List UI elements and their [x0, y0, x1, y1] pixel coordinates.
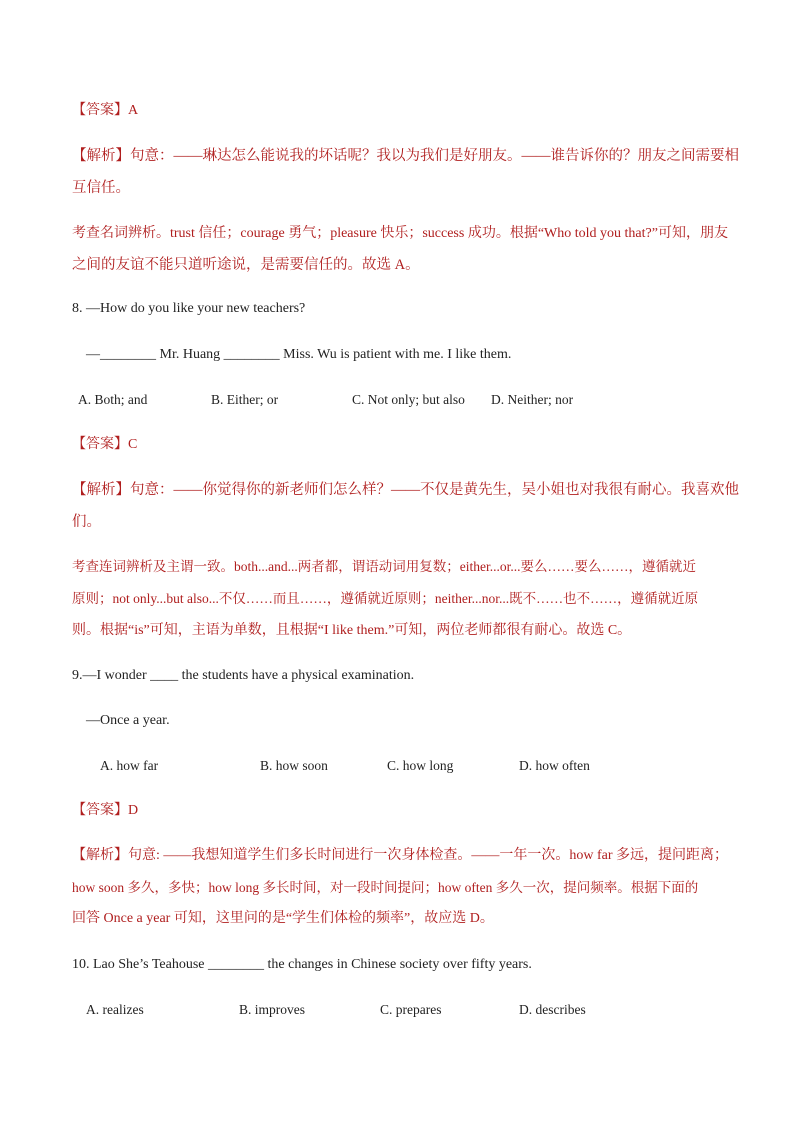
explanation-tag: 【解析】 [72, 848, 128, 863]
option-b: B. how soon [260, 758, 328, 773]
explanation-line: how soon 多久，多快；how long 多长时间，对一段时间提问；how often 多久一次，提问频率。根据下面的 [72, 880, 699, 895]
option-a: A. realizes [86, 1002, 144, 1017]
question-8-stem: 8. —How do you like your new teachers? [72, 301, 306, 316]
answer-tag: 【答案】 [72, 103, 128, 118]
explanation-text: 句意：——琳达怎么能说我的坏话呢？我以为我们是好朋友。——谁告诉你的？朋友之间需要相 [130, 148, 739, 164]
answer-line-q8 [72, 435, 137, 455]
answer-tag: 【答案】 [72, 437, 128, 452]
explanation-line: 考查连词辨析及主谓一致。both...and...两者都，谓语动词用复数；either...or...要么……要么……，遵循就近 [72, 559, 696, 574]
answer-line-q9 [72, 801, 138, 821]
option-c: C. how long [387, 758, 454, 773]
question-8-reply: —________ Mr. Huang ________ Miss. Wu is patient with me. I like them. [86, 347, 512, 362]
option-d: D. describes [519, 1002, 586, 1017]
explanation-line: 原则；not only...but also...不仅……而且……，遵循就近原则；neither...nor...既不……也不……，遵循就近原 [72, 591, 699, 606]
answer-value: C [128, 437, 138, 452]
explanation-line: 互信任。 [72, 180, 130, 196]
option-c: C. Not only; but also [352, 392, 465, 407]
option-b: B. Either; or [211, 392, 279, 407]
option-d: D. Neither; nor [491, 392, 574, 407]
answer-tag: 【答案】 [72, 803, 128, 818]
answer-line-q7 [72, 101, 138, 121]
question-9-stem: 9.—I wonder ____ the students have a physical examination. [72, 668, 415, 683]
answer-value: D [128, 803, 139, 818]
explanation-line: 回答 Once a year 可知，这里问的是“学生们体检的频率”，故应选 D。 [72, 911, 494, 926]
option-a: A. how far [100, 758, 159, 773]
explanation-line [72, 480, 739, 500]
explanation-text: 句意：——你觉得你的新老师们怎么样？——不仅是黄先生，吴小姐也对我很有耐心。我喜欢他 [130, 482, 739, 498]
answer-value: A [128, 103, 139, 118]
option-b: B. improves [239, 1002, 305, 1017]
explanation-line: 们。 [72, 514, 101, 530]
explanation-line: 考查名词辨析。trust 信任；courage 勇气；pleasure 快乐；success 成功。根据“Who told you that?”可知，朋友 [72, 226, 728, 241]
explanation-line [72, 146, 739, 166]
option-a: A. Both; and [78, 392, 148, 407]
explanation-line: 则。根据“is”可知，主语为单数，且根据“I like them.”可知，两位老师都很有耐心。故选 C。 [72, 623, 632, 638]
option-d: D. how often [519, 758, 590, 773]
explanation-text: 句意: ——我想知道学生们多长时间进行一次身体检查。——一年一次。how far 多远，提问距离； [128, 848, 729, 863]
question-9-reply: —Once a year. [86, 713, 170, 728]
option-c: C. prepares [380, 1002, 442, 1017]
explanation-tag: 【解析】 [72, 482, 130, 498]
explanation-tag: 【解析】 [72, 148, 130, 164]
question-10-stem: 10. Lao She’s Teahouse ________ the changes in Chinese society over fifty years. [72, 957, 532, 972]
explanation-line [72, 846, 728, 866]
explanation-line: 之间的友谊不能只道听途说，是需要信任的。故选 A。 [72, 257, 420, 273]
